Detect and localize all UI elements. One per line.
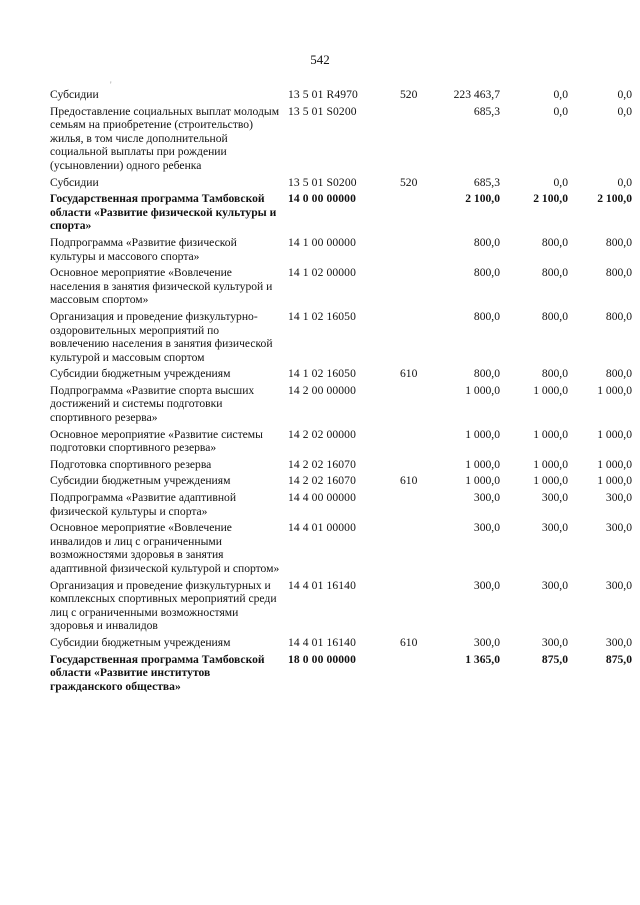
row-value-3: 875,0 — [605, 652, 632, 666]
row-name: Государственная программа Тамбовской области «Развитие институтов гражданского общества» — [50, 652, 265, 693]
row-value-2: 800,0 — [541, 309, 568, 323]
row-code: 13 5 01 S0200 — [288, 175, 357, 189]
row-expense-type: 610 — [400, 367, 418, 381]
row-value-3: 0,0 — [617, 88, 632, 101]
table-row — [50, 192, 632, 233]
row-value-3: 800,0 — [605, 367, 632, 381]
row-name: Субсидии бюджетным учреждениям — [50, 367, 231, 381]
row-value-1: 1 000,0 — [465, 457, 500, 471]
row-value-3: 1 000,0 — [597, 474, 632, 488]
margin-mark: ' — [110, 80, 112, 90]
row-value-3: 800,0 — [605, 266, 632, 280]
row-code: 14 2 02 16070 — [288, 474, 356, 488]
row-value-1: 1 000,0 — [465, 427, 500, 441]
row-code: 14 1 00 00000 — [288, 235, 356, 249]
row-name: Субсидии бюджетным учреждениям — [50, 635, 231, 649]
table-row — [50, 88, 632, 102]
row-name: Государственная программа Тамбовской области «Развитие физической культуры и спорта» — [50, 192, 277, 233]
row-value-3: 2 100,0 — [597, 192, 632, 206]
row-value-3: 800,0 — [605, 309, 632, 323]
table-row — [50, 104, 632, 173]
table-row — [50, 427, 632, 455]
row-value-2: 1 000,0 — [533, 457, 568, 471]
row-value-3: 1 000,0 — [597, 457, 632, 471]
row-code: 13 5 01 S0200 — [288, 104, 357, 118]
table-row — [50, 521, 632, 575]
row-code: 18 0 00 00000 — [288, 652, 356, 666]
row-value-3: 0,0 — [617, 175, 632, 189]
row-value-3: 1 000,0 — [597, 383, 632, 397]
row-value-1: 300,0 — [473, 635, 500, 649]
row-value-2: 300,0 — [541, 521, 568, 535]
row-value-1: 1 365,0 — [465, 652, 500, 666]
row-value-2: 0,0 — [553, 175, 568, 189]
row-name: Подпрограмма «Развитие физической культуры и массового спорта» — [50, 235, 237, 263]
row-expense-type: 520 — [400, 88, 418, 101]
row-name: Предоставление социальных выплат молодым семьям на приобретение (строительство) жилья, в том числе дополнительной социальной выплаты при рождении (усыновлении) одного ребенка — [50, 104, 280, 172]
row-name: Основное мероприятие «Вовлечение инвалидов и лиц с ограниченными возможностями здоровья в занятия адаптивной физической культурой и спортом» — [50, 521, 280, 575]
row-name: Субсидии — [50, 175, 99, 189]
table-row — [50, 383, 632, 425]
row-code: 14 2 00 00000 — [288, 383, 356, 397]
row-expense-type: 610 — [400, 474, 418, 488]
row-name: Основное мероприятие «Вовлечение населения в занятия физической культурой и массовым спортом» — [50, 266, 273, 307]
row-value-1: 685,3 — [473, 175, 500, 189]
row-value-1: 300,0 — [473, 578, 500, 592]
row-code: 14 2 02 00000 — [288, 427, 356, 441]
row-name: Подпрограмма «Развитие спорта высших достижений и системы подготовки спортивного резерва» — [50, 383, 255, 425]
budget-table — [50, 88, 632, 696]
row-name: Организация и проведение физкультурных и комплексных спортивных мероприятий среди лиц с ограниченными возможностями здоровья и инвалидов — [50, 578, 277, 633]
row-value-2: 300,0 — [541, 578, 568, 592]
table-row — [50, 367, 632, 381]
table-row — [50, 235, 632, 263]
row-value-2: 1 000,0 — [533, 383, 568, 397]
table-row — [50, 175, 632, 190]
row-name: Подготовка спортивного резерва — [50, 457, 212, 471]
row-code: 14 1 02 16050 — [288, 367, 356, 381]
row-name: Подпрограмма «Развитие адаптивной физической культуры и спорта» — [50, 491, 237, 518]
row-value-1: 223 463,7 — [453, 88, 500, 101]
table-row — [50, 652, 632, 694]
row-value-1: 800,0 — [473, 266, 500, 280]
page-number: 542 — [310, 52, 330, 67]
row-value-2: 875,0 — [541, 652, 568, 666]
row-value-3: 800,0 — [605, 235, 632, 249]
row-value-1: 300,0 — [473, 521, 500, 535]
row-value-3: 300,0 — [605, 521, 632, 535]
row-name: Основное мероприятие «Развитие системы подготовки спортивного резерва» — [50, 427, 263, 455]
row-value-1: 2 100,0 — [465, 192, 500, 206]
row-code: 14 2 02 16070 — [288, 457, 356, 471]
row-value-3: 300,0 — [605, 578, 632, 592]
row-value-3: 1 000,0 — [597, 427, 632, 441]
table-row — [50, 578, 632, 633]
row-code: 14 4 00 00000 — [288, 491, 356, 505]
row-value-1: 1 000,0 — [465, 383, 500, 397]
row-value-2: 800,0 — [541, 235, 568, 249]
row-code: 14 1 02 00000 — [288, 266, 356, 280]
row-code: 14 1 02 16050 — [288, 309, 356, 323]
row-name: Субсидии бюджетным учреждениям — [50, 474, 231, 488]
row-value-2: 800,0 — [541, 367, 568, 381]
table-row — [50, 491, 632, 518]
row-value-2: 300,0 — [541, 491, 568, 505]
row-value-3: 300,0 — [605, 491, 632, 505]
row-name: Организация и проведение физкультурно-оздоровительных мероприятий по вовлечению населения в занятия физической культурой и массовым спортом — [50, 309, 273, 364]
row-value-2: 2 100,0 — [533, 192, 568, 206]
row-code: 14 0 00 00000 — [288, 192, 356, 206]
row-value-1: 800,0 — [473, 235, 500, 249]
row-name: Субсидии — [50, 88, 99, 101]
table-row — [50, 474, 632, 488]
table-row — [50, 457, 632, 472]
row-value-2: 1 000,0 — [533, 427, 568, 441]
table-row — [50, 635, 632, 650]
row-value-3: 0,0 — [617, 104, 632, 118]
row-value-2: 0,0 — [553, 88, 568, 101]
row-expense-type: 610 — [400, 635, 418, 649]
row-value-1: 800,0 — [473, 367, 500, 381]
row-code: 14 4 01 16140 — [288, 635, 356, 649]
row-value-2: 0,0 — [553, 104, 568, 118]
row-value-2: 800,0 — [541, 266, 568, 280]
row-value-1: 800,0 — [473, 309, 500, 323]
row-value-3: 300,0 — [605, 635, 632, 649]
row-value-2: 300,0 — [541, 635, 568, 649]
table-row — [50, 266, 632, 307]
row-value-1: 300,0 — [473, 491, 500, 505]
row-value-1: 685,3 — [473, 104, 500, 118]
row-expense-type: 520 — [400, 175, 418, 189]
row-value-2: 1 000,0 — [533, 474, 568, 488]
table-row — [50, 309, 632, 364]
row-code: 13 5 01 R4970 — [288, 88, 358, 101]
row-code: 14 4 01 00000 — [288, 521, 356, 535]
row-code: 14 4 01 16140 — [288, 578, 356, 592]
row-value-1: 1 000,0 — [465, 474, 500, 488]
